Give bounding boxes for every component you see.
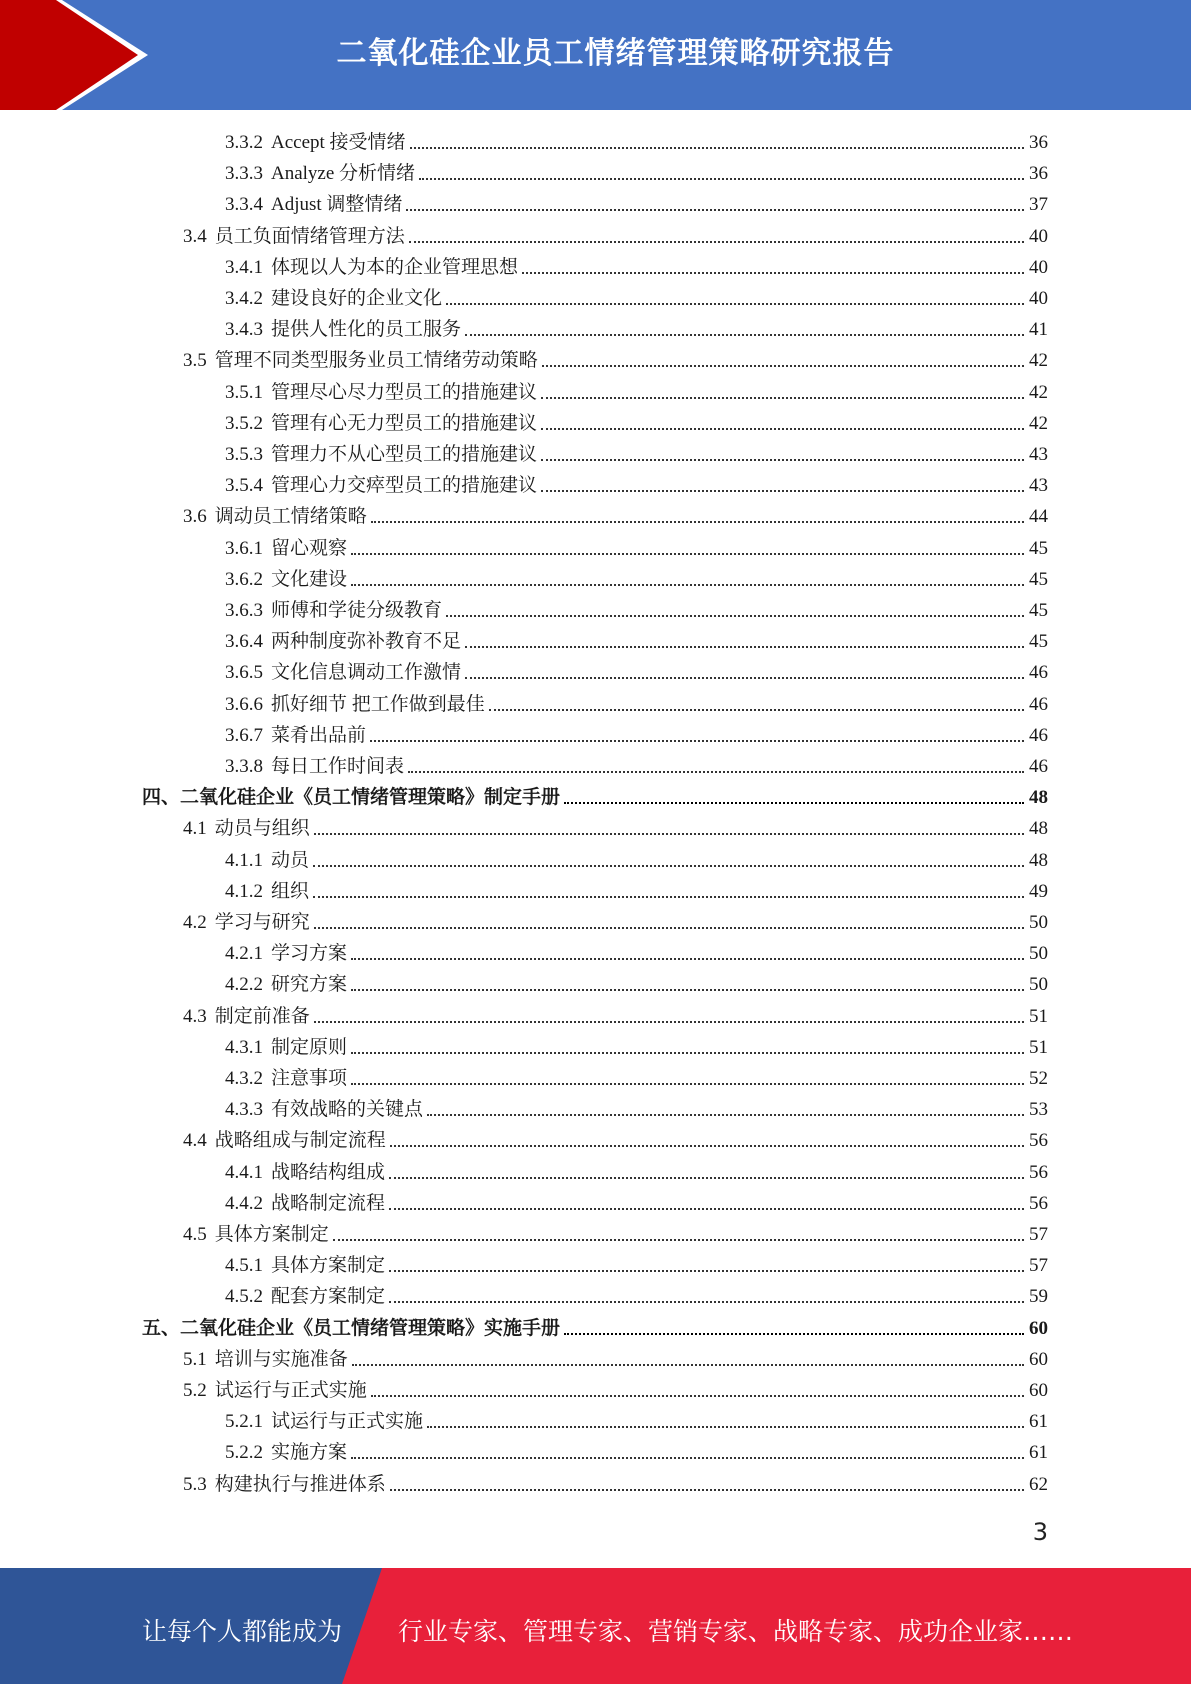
toc-entry-number: 3.4.2 (225, 288, 263, 309)
toc-entry-title: Analyze 分析情绪 (271, 163, 416, 185)
toc-entry-number: 3.5 (183, 350, 207, 372)
toc-entry-number: 3.5.3 (225, 444, 263, 465)
toc-entry[interactable] (225, 534, 1048, 564)
toc-entry-page: 46 (1029, 724, 1048, 746)
toc-entry-number: 3.6.7 (225, 724, 263, 746)
toc-entry[interactable] (225, 128, 1048, 158)
toc-entry-page: 62 (1029, 1473, 1048, 1495)
toc-dot-leader (389, 1270, 1024, 1272)
toc-dot-leader (370, 740, 1024, 742)
toc-entry-number: 3.6 (183, 506, 207, 528)
toc-entry-page: 45 (1029, 631, 1048, 653)
toc-entry-page: 48 (1029, 787, 1048, 809)
toc-dot-leader (389, 1177, 1024, 1179)
toc-entry-page: 56 (1029, 1192, 1048, 1214)
toc-entry-title: 管理不同类型服务业员工情绪劳动策略 (214, 350, 538, 372)
toc-entry-title: 抓好细节 把工作做到最佳 (271, 693, 485, 715)
toc-dot-leader (522, 272, 1024, 274)
toc-entry-number: 5.1 (183, 1348, 207, 1370)
toc-entry[interactable] (225, 846, 1048, 876)
toc-dot-leader (371, 1395, 1024, 1397)
toc-entry[interactable] (183, 1345, 1048, 1375)
toc-entry-title: 管理力不从心型员工的措施建议 (271, 444, 538, 465)
toc-entry-title: 实施方案 (271, 1442, 348, 1464)
toc-entry-number: 4.4 (183, 1130, 207, 1152)
footer-slogan-right: 行业专家、管理专家、营销专家、战略专家、成功企业家…… (398, 1617, 1074, 1646)
toc-entry-number: 3.5.2 (225, 412, 263, 434)
toc-entry-title: 注意事项 (271, 1068, 348, 1089)
toc-entry-number: 4.4.2 (225, 1192, 263, 1214)
toc-entry-title: 二氧化硅企业《员工情绪管理策略》制定手册 (180, 787, 561, 809)
toc-entry-number: 3.3.8 (225, 756, 263, 777)
toc-entry[interactable] (225, 1251, 1048, 1281)
toc-entry-title: 制定原则 (271, 1036, 348, 1058)
toc-dot-leader (409, 241, 1024, 243)
toc-dot-leader (446, 615, 1024, 617)
toc-entry[interactable] (225, 1064, 1048, 1094)
toc-entry-page: 36 (1029, 163, 1048, 185)
toc-entry-title: Adjust 调整情绪 (271, 194, 403, 216)
toc-entry-title: 建设良好的企业文化 (271, 288, 443, 309)
toc-entry-page: 45 (1029, 600, 1048, 621)
toc-entry[interactable] (225, 190, 1048, 220)
toc-entry[interactable] (225, 752, 1048, 782)
toc-entry-number: 3.6.3 (225, 600, 263, 621)
toc-entry[interactable] (142, 783, 1048, 813)
toc-entry-title: 管理尽心尽力型员工的措施建议 (271, 381, 538, 403)
toc-entry-number: 3.6.4 (225, 631, 263, 653)
toc-entry-number: 4.5.1 (225, 1255, 263, 1277)
toc-entry-number: 4.2.1 (225, 943, 263, 965)
toc-entry-page: 51 (1029, 1005, 1048, 1027)
toc-entry-page: 46 (1029, 756, 1048, 777)
toc-dot-leader (371, 521, 1024, 523)
toc-dot-leader (314, 927, 1024, 929)
toc-dot-leader (390, 1145, 1024, 1147)
toc-dot-leader (419, 178, 1024, 180)
toc-entry-page: 45 (1029, 537, 1048, 559)
toc-entry-title: 文化信息调动工作激情 (271, 662, 462, 684)
toc-dot-leader (351, 989, 1024, 991)
toc-entry[interactable] (225, 658, 1048, 688)
toc-entry-number: 4.2.2 (225, 974, 263, 996)
toc-entry[interactable] (183, 1470, 1048, 1500)
toc-entry-title: 管理有心无力型员工的措施建议 (271, 412, 538, 434)
toc-entry-page: 44 (1029, 506, 1048, 528)
toc-entry-number: 4.4.1 (225, 1161, 263, 1183)
toc-entry-title: 配套方案制定 (271, 1286, 386, 1308)
toc-dot-leader (352, 1364, 1024, 1366)
toc-entry-number: 5.3 (183, 1473, 207, 1495)
toc-entry-number: 4.1.2 (225, 880, 263, 902)
toc-entry[interactable] (183, 908, 1048, 938)
toc-entry-page: 40 (1029, 225, 1048, 247)
toc-entry[interactable] (225, 627, 1048, 657)
toc-entry-number: 4.3.3 (225, 1099, 263, 1121)
toc-entry-title: 提供人性化的员工服务 (271, 319, 462, 341)
toc-entry-number: 4.1.1 (225, 849, 263, 871)
toc-entry[interactable] (225, 565, 1048, 595)
toc-dot-leader (542, 365, 1024, 367)
toc-dot-leader (390, 1489, 1024, 1491)
toc-entry-title: 文化建设 (271, 568, 348, 590)
toc-dot-leader (351, 1457, 1024, 1459)
toc-entry-page: 60 (1029, 1380, 1048, 1401)
toc-entry[interactable] (225, 690, 1048, 720)
footer-slogan-left: 让每个人都能成为 (142, 1617, 343, 1646)
toc-dot-leader (351, 584, 1024, 586)
toc-entry[interactable] (183, 502, 1048, 532)
toc-dot-leader (389, 1208, 1024, 1210)
toc-dot-leader (410, 147, 1024, 149)
toc-entry-page: 57 (1029, 1255, 1048, 1277)
header-band (0, 0, 1191, 110)
toc-dot-leader (314, 833, 1024, 835)
toc-entry-number: 5.2.1 (225, 1411, 263, 1433)
toc-entry-number: 3.6.6 (225, 693, 263, 715)
toc-entry-page: 40 (1029, 256, 1048, 278)
toc-entry-title: 制定前准备 (214, 1005, 310, 1027)
toc-entry-title: 试运行与正式实施 (271, 1411, 424, 1433)
toc-dot-leader (564, 802, 1024, 804)
toc-dot-leader (541, 490, 1024, 492)
toc-dot-leader (465, 646, 1024, 648)
toc-entry[interactable] (225, 1095, 1048, 1125)
toc-entry-number: 3.6.2 (225, 568, 263, 590)
toc-entry-number: 4.1 (183, 818, 207, 840)
toc-entry[interactable] (225, 409, 1048, 439)
toc-entry-number: 3.5.4 (225, 475, 263, 497)
toc-entry-page: 36 (1029, 132, 1048, 153)
toc-entry[interactable] (183, 1002, 1048, 1032)
toc-entry-title: 战略制定流程 (271, 1192, 386, 1214)
toc-entry-page: 49 (1029, 880, 1048, 902)
toc-entry[interactable] (225, 1438, 1048, 1468)
toc-entry-page: 46 (1029, 662, 1048, 684)
toc-entry-page: 60 (1029, 1348, 1048, 1370)
toc-entry-title: 管理心力交瘁型员工的措施建议 (271, 475, 538, 497)
toc-entry-page: 52 (1029, 1068, 1048, 1089)
toc-entry[interactable] (225, 596, 1048, 626)
toc-entry-page: 41 (1029, 319, 1048, 341)
toc-entry-page: 43 (1029, 444, 1048, 465)
toc-entry[interactable] (183, 1220, 1048, 1250)
toc-entry-page: 50 (1029, 974, 1048, 996)
toc-dot-leader (489, 709, 1024, 711)
toc-entry-title: Accept 接受情绪 (271, 132, 406, 153)
toc-entry-title: 动员与组织 (214, 818, 310, 840)
toc-entry-title: 构建执行与推进体系 (214, 1473, 386, 1495)
toc-entry[interactable] (183, 814, 1048, 844)
toc-entry[interactable] (225, 159, 1048, 189)
toc-entry-page: 59 (1029, 1286, 1048, 1308)
toc-entry-number: 4.3.1 (225, 1036, 263, 1058)
toc-entry-title: 师傅和学徒分级教育 (271, 600, 443, 621)
toc-entry-title: 具体方案制定 (271, 1255, 386, 1277)
toc-entry[interactable] (225, 1189, 1048, 1219)
toc-dot-leader (389, 1301, 1024, 1303)
toc-entry[interactable] (225, 721, 1048, 751)
toc-entry[interactable] (183, 1376, 1048, 1406)
toc-entry[interactable] (225, 1282, 1048, 1312)
toc-entry-number: 3.3.3 (225, 163, 263, 185)
toc-entry[interactable] (225, 1158, 1048, 1188)
toc-entry[interactable] (225, 253, 1048, 283)
toc-entry-page: 42 (1029, 412, 1048, 434)
toc-entry-title: 两种制度弥补教育不足 (271, 631, 462, 653)
toc-entry-title: 菜肴出品前 (271, 724, 367, 746)
toc-entry[interactable] (225, 939, 1048, 969)
toc-entry-page: 61 (1029, 1442, 1048, 1464)
toc-entry-title: 二氧化硅企业《员工情绪管理策略》实施手册 (180, 1317, 561, 1339)
toc-entry-title: 调动员工情绪策略 (214, 506, 367, 528)
toc-entry[interactable] (225, 877, 1048, 907)
toc-dot-leader (427, 1426, 1024, 1428)
toc-dot-leader (406, 209, 1024, 211)
toc-entry-title: 动员 (271, 849, 310, 871)
toc-entry-number: 3.6.1 (225, 537, 263, 559)
report-title: 二氧化硅企业员工情绪管理策略研究报告 (336, 36, 895, 71)
toc-entry-page: 45 (1029, 568, 1048, 590)
toc-entry-title: 培训与实施准备 (214, 1348, 348, 1370)
toc-entry[interactable] (225, 440, 1048, 470)
toc-dot-leader (541, 459, 1024, 461)
toc-entry-title: 组织 (271, 880, 310, 902)
toc-entry-number: 四、 (142, 787, 181, 809)
toc-entry-page: 51 (1029, 1036, 1048, 1058)
toc-entry-number: 4.5 (183, 1224, 207, 1245)
toc-dot-leader (313, 865, 1024, 867)
toc-entry-title: 学习与研究 (214, 912, 310, 933)
toc-entry-page: 56 (1029, 1130, 1048, 1152)
toc-entry-page: 42 (1029, 381, 1048, 403)
toc-entry-number: 5.2 (183, 1380, 207, 1401)
toc-entry-title: 有效战略的关键点 (271, 1099, 424, 1121)
footer-band (0, 1568, 1191, 1684)
toc-entry[interactable] (183, 1126, 1048, 1156)
toc-entry[interactable] (225, 315, 1048, 345)
toc-entry-number: 3.3.4 (225, 194, 263, 216)
toc-dot-leader (541, 397, 1024, 399)
toc-dot-leader (313, 896, 1024, 898)
toc-dot-leader (351, 553, 1024, 555)
toc-entry-title: 具体方案制定 (214, 1224, 329, 1245)
toc-entry-number: 5.2.2 (225, 1442, 263, 1464)
toc-entry[interactable] (225, 1407, 1048, 1437)
toc-entry[interactable] (225, 378, 1048, 408)
toc-dot-leader (408, 771, 1024, 773)
toc-entry-title: 研究方案 (271, 974, 348, 996)
toc-dot-leader (446, 303, 1024, 305)
toc-entry-number: 4.3.2 (225, 1068, 263, 1089)
toc-entry-page: 50 (1029, 943, 1048, 965)
toc-entry-title: 试运行与正式实施 (214, 1380, 367, 1401)
toc-dot-leader (465, 677, 1024, 679)
toc-dot-leader (351, 1083, 1024, 1085)
toc-dot-leader (351, 958, 1024, 960)
toc-entry-page: 56 (1029, 1161, 1048, 1183)
toc-dot-leader (564, 1333, 1024, 1335)
toc-entry-title: 战略结构组成 (271, 1161, 386, 1183)
toc-entry-page: 48 (1029, 849, 1048, 871)
toc-entry-page: 37 (1029, 194, 1048, 216)
toc-dot-leader (333, 1239, 1024, 1241)
toc-entry-title: 留心观察 (271, 537, 348, 559)
toc-dot-leader (427, 1114, 1024, 1116)
toc-entry-page: 48 (1029, 818, 1048, 840)
toc-entry-number: 3.4.3 (225, 319, 263, 341)
toc-entry-page: 42 (1029, 350, 1048, 372)
toc-entry-page: 61 (1029, 1411, 1048, 1433)
toc-entry-page: 46 (1029, 693, 1048, 715)
toc-entry-title: 体现以人为本的企业管理思想 (271, 256, 519, 278)
toc-entry-title: 每日工作时间表 (271, 756, 405, 777)
toc-entry-title: 员工负面情绪管理方法 (214, 225, 405, 247)
toc-entry-number: 3.3.2 (225, 132, 263, 153)
toc-entry-number: 4.3 (183, 1005, 207, 1027)
toc-entry[interactable] (225, 471, 1048, 501)
toc-entry[interactable] (225, 1033, 1048, 1063)
toc-entry-number: 3.6.5 (225, 662, 263, 684)
toc-entry[interactable] (142, 1314, 1048, 1344)
toc-entry-page: 53 (1029, 1099, 1048, 1121)
toc-entry-title: 学习方案 (271, 943, 348, 965)
toc-dot-leader (465, 334, 1024, 336)
toc-entry[interactable] (225, 970, 1048, 1000)
toc-entry[interactable] (225, 284, 1048, 314)
toc-entry-number: 五、 (142, 1317, 181, 1339)
toc-entry-number: 4.2 (183, 912, 207, 933)
toc-entry-page: 43 (1029, 475, 1048, 497)
toc-entry[interactable] (183, 346, 1048, 376)
toc-entry-title: 战略组成与制定流程 (214, 1130, 386, 1152)
page-number: 3 (1032, 1518, 1048, 1546)
toc-entry[interactable] (183, 222, 1048, 252)
toc-entry-page: 40 (1029, 288, 1048, 309)
toc-entry-number: 3.4 (183, 225, 207, 247)
toc-dot-leader (314, 1021, 1024, 1023)
toc-entry-number: 3.4.1 (225, 256, 263, 278)
toc-entry-number: 3.5.1 (225, 381, 263, 403)
toc-dot-leader (351, 1052, 1024, 1054)
toc-dot-leader (541, 428, 1024, 430)
toc-entry-page: 60 (1029, 1317, 1048, 1339)
toc-entry-page: 50 (1029, 912, 1048, 933)
toc-entry-page: 57 (1029, 1224, 1048, 1245)
toc-entry-number: 4.5.2 (225, 1286, 263, 1308)
